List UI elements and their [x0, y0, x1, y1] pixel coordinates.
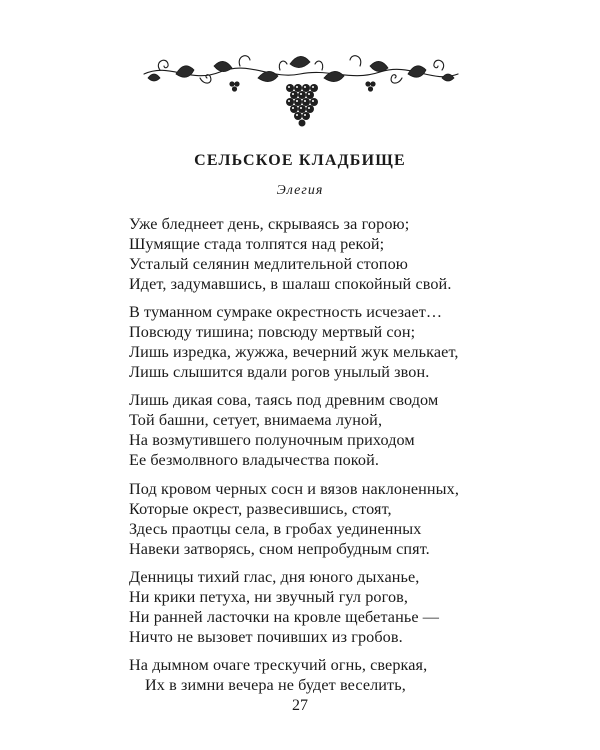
poem-line: Под кровом черных сосн и вязов наклоненных, [129, 480, 459, 498]
poem-line: Ни крики петуха, ни звучный гул рогов, [129, 588, 409, 606]
poem-line: Здесь праотцы села, в гробах уединенных [129, 520, 422, 538]
poem-line: Идет, задумавшись, в шалаш спокойный свой. [129, 275, 452, 293]
poem-line: Шумящие стада толпятся над рекой; [129, 235, 385, 253]
poem-line: Которые окрест, развесившись, стоят, [129, 500, 392, 518]
poem-line: На дымном очаге трескучий огнь, сверкая, [129, 656, 428, 674]
poem-line: Уже бледнеет день, скрываясь за горою; [129, 215, 410, 233]
poem-line: Ни ранней ласточки на кровле щебетанье — [129, 608, 440, 626]
poem-title: СЕЛЬСКОЕ КЛАДБИЩЕ [194, 152, 406, 169]
poem-line: Лишь изредка, жужжа, вечерний жук мелькает, [129, 343, 459, 361]
poem-line: Ее безмолвного владычества покой. [129, 451, 380, 469]
grapevine-ornament-icon [140, 44, 462, 136]
poem-subtitle: Элегия [276, 183, 324, 198]
poem-line: Лишь дикая сова, таясь под древним сводом [129, 391, 439, 409]
poem-line: Навеки затворясь, сном непробудным спят. [129, 540, 430, 558]
poem-line: Той башни, сетует, внимаема луной, [129, 411, 383, 429]
poem-line: Их в зимни вечера не будет веселить, [145, 676, 406, 694]
page-number: 27 [292, 697, 308, 714]
poem-line: Лишь слышится вдали рогов унылый звон. [129, 363, 430, 381]
poem-line: Повсюду тишина; повсюду мертвый сон; [129, 323, 416, 341]
poem-line: Усталый селянин медлительной стопою [129, 255, 408, 273]
poem-line: На возмутившего полуночным приходом [129, 431, 415, 449]
poem-line: В туманном сумраке окрестность исчезает… [129, 303, 443, 321]
poem-line: Денницы тихий глас, дня юного дыханье, [129, 568, 420, 586]
poem-line: Ничто не вызовет почивших из гробов. [129, 628, 403, 646]
